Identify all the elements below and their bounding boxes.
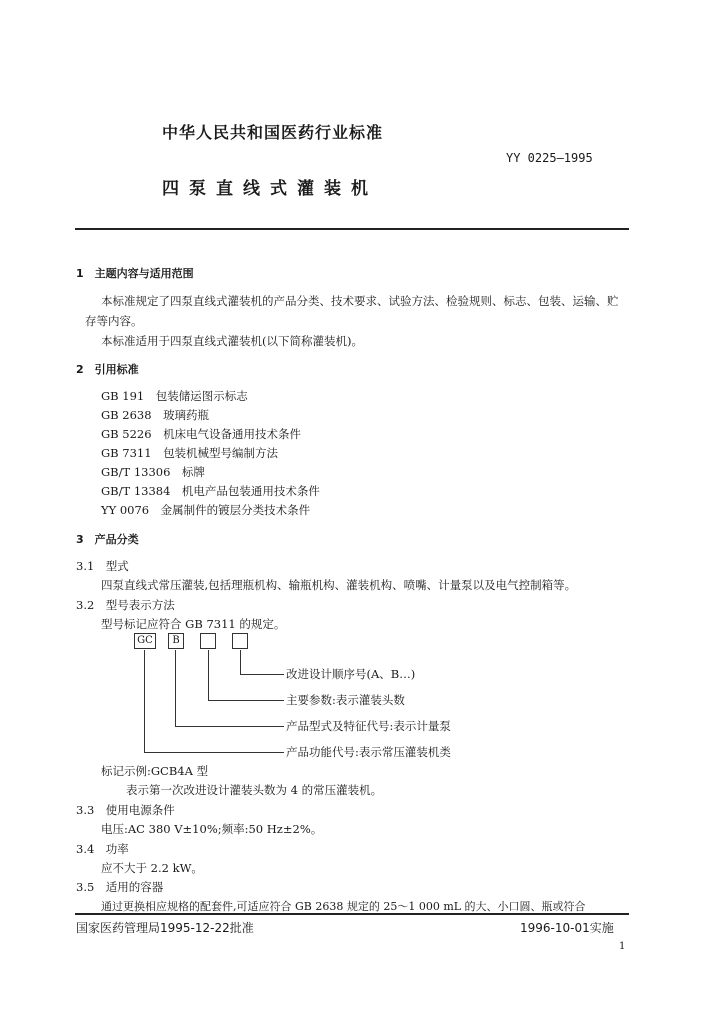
section-1-para-1-line-1: 本标准规定了四泵直线式灌装机的产品分类、技术要求、试验方法、检验规则、标志、包装、运输、贮: [101, 294, 619, 308]
reference-code: GB 2638: [101, 408, 152, 422]
reference-title: 标牌: [181, 465, 205, 479]
reference-code: GB 5226: [101, 427, 152, 441]
section-3-heading: 3 产品分类: [76, 533, 139, 546]
model-box-b: B: [168, 633, 184, 649]
leader-line: [175, 726, 284, 727]
header-rule: [75, 228, 629, 230]
implementation-line: 1996-10-01实施: [520, 921, 614, 935]
reference-item: [101, 388, 248, 404]
leader-line: [144, 752, 284, 753]
leader-line: [144, 650, 145, 752]
leader-line: [208, 700, 284, 701]
label-type-code: 产品型式及特征代号:表示计量泵: [286, 719, 451, 733]
section-1-para-2: 本标准适用于四泵直线式灌装机(以下简称灌装机)。: [101, 334, 363, 348]
org-title: 中华人民共和国医药行业标准: [162, 123, 384, 142]
footer-rule: [75, 913, 629, 915]
label-main-param: 主要参数:表示灌装头数: [286, 693, 405, 707]
reference-code: GB/T 13306: [101, 465, 171, 479]
reference-title: 机电产品包装通用技术条件: [181, 484, 320, 498]
approval-line: 国家医药管理局1995-12-22批准: [76, 921, 254, 935]
marking-example-text: 表示第一次改进设计灌装头数为 4 的常压灌装机。: [126, 783, 383, 797]
section-1-para-1-line-2: 存等内容。: [85, 314, 143, 328]
model-box-gc: GC: [134, 633, 156, 649]
reference-item: [101, 445, 278, 461]
section-3-3-heading: 3.3 使用电源条件: [76, 803, 175, 817]
section-3-2-heading: 3.2 型号表示方法: [76, 598, 175, 612]
document-title: 四泵直线式灌装机: [162, 179, 378, 199]
reference-code: GB 7311: [101, 446, 152, 460]
reference-item: [101, 426, 301, 442]
leader-line: [240, 674, 284, 675]
reference-title: 玻璃药瓶: [163, 408, 210, 422]
standard-number: YY 0225—1995: [506, 151, 593, 165]
reference-code: YY 0076: [101, 503, 150, 517]
model-box-heads: [200, 633, 216, 649]
leader-line: [240, 650, 241, 674]
reference-title: 机床电气设备通用技术条件: [163, 427, 302, 441]
label-function-code: 产品功能代号:表示常压灌装机类: [286, 745, 451, 759]
section-3-5-heading: 3.5 适用的容器: [76, 880, 164, 894]
reference-title: 金属制件的镀层分类技术条件: [160, 503, 311, 517]
section-3-1-text: 四泵直线式常压灌装,包括理瓶机构、输瓶机构、灌装机构、喷嘴、计量泵以及电气控制箱等。: [101, 578, 577, 592]
section-3-3-text: 电压:AC 380 V±10%;频率:50 Hz±2%。: [101, 822, 323, 836]
leader-line: [175, 650, 176, 726]
reference-code: GB 191: [101, 389, 145, 403]
section-3-5-text: 通过更换相应规格的配套件,可适应符合 GB 2638 规定的 25～1 000 mL 的大、小口圆、瓶或符合: [101, 900, 586, 913]
reference-title: 包装机械型号编制方法: [163, 446, 279, 460]
section-3-4-text: 应不大于 2.2 kW。: [101, 861, 203, 875]
model-box-revision: [232, 633, 248, 649]
leader-line: [208, 650, 209, 700]
section-1-heading: 1 主题内容与适用范围: [76, 267, 194, 280]
reference-item: [101, 464, 205, 480]
section-3-1-heading: 3.1 型式: [76, 559, 129, 573]
section-3-4-heading: 3.4 功率: [76, 842, 129, 856]
label-revision: 改进设计顺序号(A、B…): [286, 667, 416, 681]
page-number: 1: [619, 941, 626, 952]
reference-code: GB/T 13384: [101, 484, 171, 498]
reference-item: [101, 483, 320, 499]
reference-item: [101, 502, 310, 518]
section-3-2-text: 型号标记应符合 GB 7311 的规定。: [101, 617, 286, 631]
section-2-heading: 2 引用标准: [76, 363, 139, 376]
reference-title: 包装储运图示标志: [155, 389, 248, 403]
marking-example-label: 标记示例:GCB4A 型: [101, 764, 209, 778]
reference-item: [101, 407, 209, 423]
